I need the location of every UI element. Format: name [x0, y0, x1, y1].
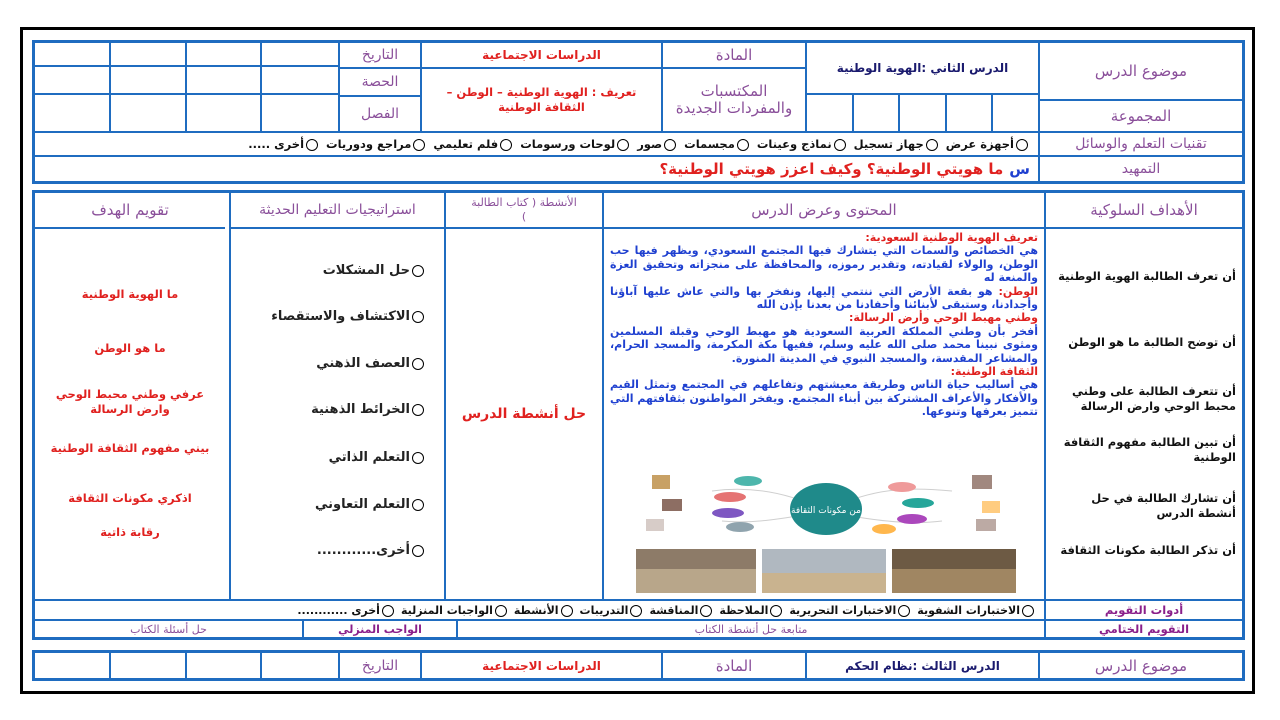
intro-q-prefix: س — [1009, 160, 1030, 178]
content-paragraph: هو بقعة الأرض التي ننتمي إليها، ونفخر بها والتي عاش عليها آباؤنا وأجدادنا، وستبقى لأبنائنا وأحفادنا من بعدنا بإذن الله — [610, 284, 1038, 312]
tool-samples-option[interactable]: نماذج وعينات — [757, 137, 848, 151]
lesson-header-block — [32, 40, 1245, 184]
tools-label: تقنيات التعلم والوسائل — [1040, 131, 1242, 155]
strategy-option[interactable]: الخرائط الذهنية — [311, 402, 426, 417]
schedule-cell[interactable] — [187, 95, 263, 131]
evaluation-item: اذكري مكونات الثقافة — [68, 491, 192, 505]
eval-discussion-option[interactable]: المناقشة — [649, 604, 714, 617]
evaluation-item: عرفي وطني محبط الوحي وارض الرسالة — [55, 387, 205, 416]
eval-other-option[interactable]: أخرى ............ — [297, 604, 396, 617]
strategy-option[interactable]: التعلم الذاتي — [329, 450, 426, 465]
tool-models-option[interactable]: مجسمات — [684, 137, 751, 151]
schedule-cell[interactable] — [111, 43, 187, 67]
tool-images-option[interactable]: صور — [637, 137, 678, 151]
tool-references-option[interactable]: مراجع ودوريات — [326, 137, 427, 151]
schedule-cell[interactable] — [35, 95, 111, 131]
content-paragraph: هي أساليب حياة الناس وطريقة معيشتهم وتفاعلهم في المجتمع وتمثل القيم والأفكار والأعراف المشتركة بين أبناء المجتمع. ويفخر المواطنون بثقافتهم التي تتميز بعرفها وتنوعها. — [610, 378, 1038, 419]
intro-blank — [35, 155, 334, 181]
group-cell[interactable] — [807, 95, 852, 131]
objective-item: أن تعرف الطالبة الهوية الوطنية — [1058, 269, 1236, 283]
intro-q-text: ما هويتي الوطنية؟ وكيف اعزز هويتي الوطنية؟ — [659, 160, 1004, 178]
tool-other-option[interactable]: أخرى ..... — [248, 137, 320, 151]
activities-header: الأنشطة ( كتاب الطالبة ) — [471, 196, 577, 223]
schedule-grid — [35, 43, 340, 131]
content-text — [604, 229, 1044, 421]
eval-observation-option[interactable]: الملاحظة — [719, 604, 784, 617]
period-label: الحصة — [340, 67, 420, 95]
activities-value: حل أنشطة الدرس — [446, 227, 602, 599]
schedule-cell[interactable] — [35, 67, 111, 95]
strategy-option[interactable]: حل المشكلات — [323, 263, 426, 278]
strategies-header: استراتيجيات التعليم الحديثة — [229, 193, 446, 227]
eval-tools-options — [35, 599, 1046, 619]
next-lesson-block — [32, 650, 1245, 681]
eval-written-option[interactable]: الاختبارات التحريرية — [789, 604, 912, 617]
content-heading: الثقافة الوطنية: — [950, 365, 1038, 379]
diagram-center-label: من مكونات الثقافة — [791, 506, 861, 516]
schedule-cell[interactable] — [262, 95, 338, 131]
next-schedule-grid — [35, 653, 340, 678]
vocab-label: المكتسبات والمفردات الجديدة — [663, 67, 805, 131]
evaluation-item: ما هو الوطن — [94, 341, 166, 355]
homework-value: حل أسئلة الكتاب — [35, 619, 302, 637]
schedule-cell[interactable] — [262, 67, 338, 95]
vocab-value: تعريف : الهوية الوطنية – الوطن – الثقافة الوطنية — [420, 67, 663, 131]
group-cell[interactable] — [991, 95, 1038, 131]
group-cells — [805, 93, 1040, 131]
schedule-cell[interactable] — [111, 67, 187, 95]
schedule-cell[interactable] — [187, 653, 263, 678]
objective-item: أن توضح الطالبة ما هو الوطن — [1068, 335, 1236, 349]
group-cell[interactable] — [898, 95, 945, 131]
strategy-option[interactable]: التعلم التعاوني — [315, 497, 426, 512]
tool-recorder-option[interactable]: جهاز تسجيل — [854, 137, 940, 151]
content-heading: تعريف الهوية الوطنية السعودية: — [865, 231, 1038, 244]
eval-oral-option[interactable]: الاختبارات الشفوية — [917, 604, 1036, 617]
next-subject-label: المادة — [715, 656, 753, 675]
schedule-cell[interactable] — [35, 43, 111, 67]
eval-activities-option[interactable]: الأنشطة — [514, 604, 575, 617]
objective-item: أن تتعرف الطالبة على وطني محبط الوحي وارض الرسالة — [1071, 384, 1236, 413]
content-heading: الوطن: — [998, 284, 1038, 298]
content-header: المحتوى وعرض الدرس — [602, 193, 1046, 227]
evaluation-header: تقويم الهدف — [91, 201, 169, 219]
group-label: المجموعة — [1040, 99, 1242, 131]
subject-label: المادة — [715, 46, 753, 64]
next-topic-value: الدرس الثالث :نظام الحكم — [805, 653, 1040, 678]
strategy-option[interactable]: العصف الذهني — [316, 356, 426, 371]
lesson-body-block — [32, 190, 1245, 640]
group-cell[interactable] — [945, 95, 992, 131]
date-label: التاريخ — [361, 47, 399, 63]
strategy-option[interactable]: الاكتشاف والاستقصاء — [271, 309, 426, 324]
evaluation-item: بيني مفهوم الثقافة الوطنية — [50, 441, 210, 455]
strategy-option[interactable]: أخرى............ — [317, 543, 426, 558]
objective-item: أن تشارك الطالبة في حل أنشطة الدرس — [1091, 491, 1236, 520]
next-subject-value: الدراسات الاجتماعية — [420, 653, 663, 678]
eval-tools-label: أدوات التقويم — [1046, 599, 1242, 619]
content-heading: وطني مهبط الوحي وأرض الرسالة: — [849, 311, 1038, 325]
tool-boards-option[interactable]: لوحات ورسومات — [520, 137, 631, 151]
tool-film-option[interactable]: فلم تعليمي — [433, 137, 514, 151]
topic-label: موضوع الدرس — [1094, 62, 1188, 80]
group-cell[interactable] — [852, 95, 899, 131]
objective-item: أن تذكر الطالبة مكونات الثقافة — [1060, 543, 1236, 557]
schedule-cell[interactable] — [35, 653, 111, 678]
evaluation-item: ما الهوية الوطنية — [81, 287, 179, 301]
next-date-label: التاريخ — [361, 657, 399, 674]
tools-options — [35, 131, 1040, 155]
strategies-column — [229, 227, 446, 599]
final-value: متابعة حل أنشطة الكتاب — [456, 619, 1046, 637]
schedule-cell[interactable] — [187, 67, 263, 95]
schedule-cell[interactable] — [111, 653, 187, 678]
schedule-cell[interactable] — [111, 95, 187, 131]
culture-diagram — [632, 469, 1020, 595]
class-label: الفصل — [340, 95, 420, 131]
schedule-cell[interactable] — [262, 653, 338, 678]
content-paragraph: أفخر بأن وطني المملكة العربية السعودية هو مهبط الوحي وقبلة المسلمين ومثوى نبينا محمد صلى الله عليه وسلم، ففيها مكة المكرمة، والمسجد الحرام، والمشاعر المقدسة، والمسجد النبوي في المدينة المنورة. — [610, 324, 1038, 365]
eval-exercises-option[interactable]: التدريبات — [580, 604, 645, 617]
intro-label: التمهيد — [1040, 155, 1242, 181]
tool-projector-option[interactable]: أجهزة عرض — [946, 137, 1030, 151]
culture-mindmap-graphic — [632, 469, 1020, 595]
objectives-column — [1046, 227, 1242, 599]
evaluation-item: رقابة ذاتية — [100, 525, 160, 539]
evaluation-column — [35, 227, 225, 599]
final-label: التقويم الختامي — [1046, 619, 1242, 637]
schedule-cell[interactable] — [187, 43, 263, 67]
content-column — [602, 227, 1046, 599]
objective-item: أن تبين الطالبة مفهوم الثقافة الوطنية — [1063, 435, 1236, 464]
intro-question — [330, 155, 1040, 181]
content-paragraph: هي الخصائص والسمات التي يتشارك فيها المجتمع السعودي، ويظهر فيها حب الوطن، والولاء لقيادته، وتقدير رموزه، والمحافظة على منجزاته وتحقيق العزة والمنعة له — [610, 244, 1038, 285]
next-topic-label: موضوع الدرس — [1094, 656, 1188, 675]
eval-homework-option[interactable]: الواجبات المنزلية — [401, 604, 509, 617]
objectives-header: الأهداف السلوكية — [1090, 201, 1198, 219]
homework-label: الواجب المنزلي — [302, 619, 456, 637]
topic-value: الدرس الثاني :الهوية الوطنية — [805, 43, 1040, 93]
subject-value: الدراسات الاجتماعية — [420, 43, 663, 67]
schedule-cell[interactable] — [262, 43, 338, 67]
